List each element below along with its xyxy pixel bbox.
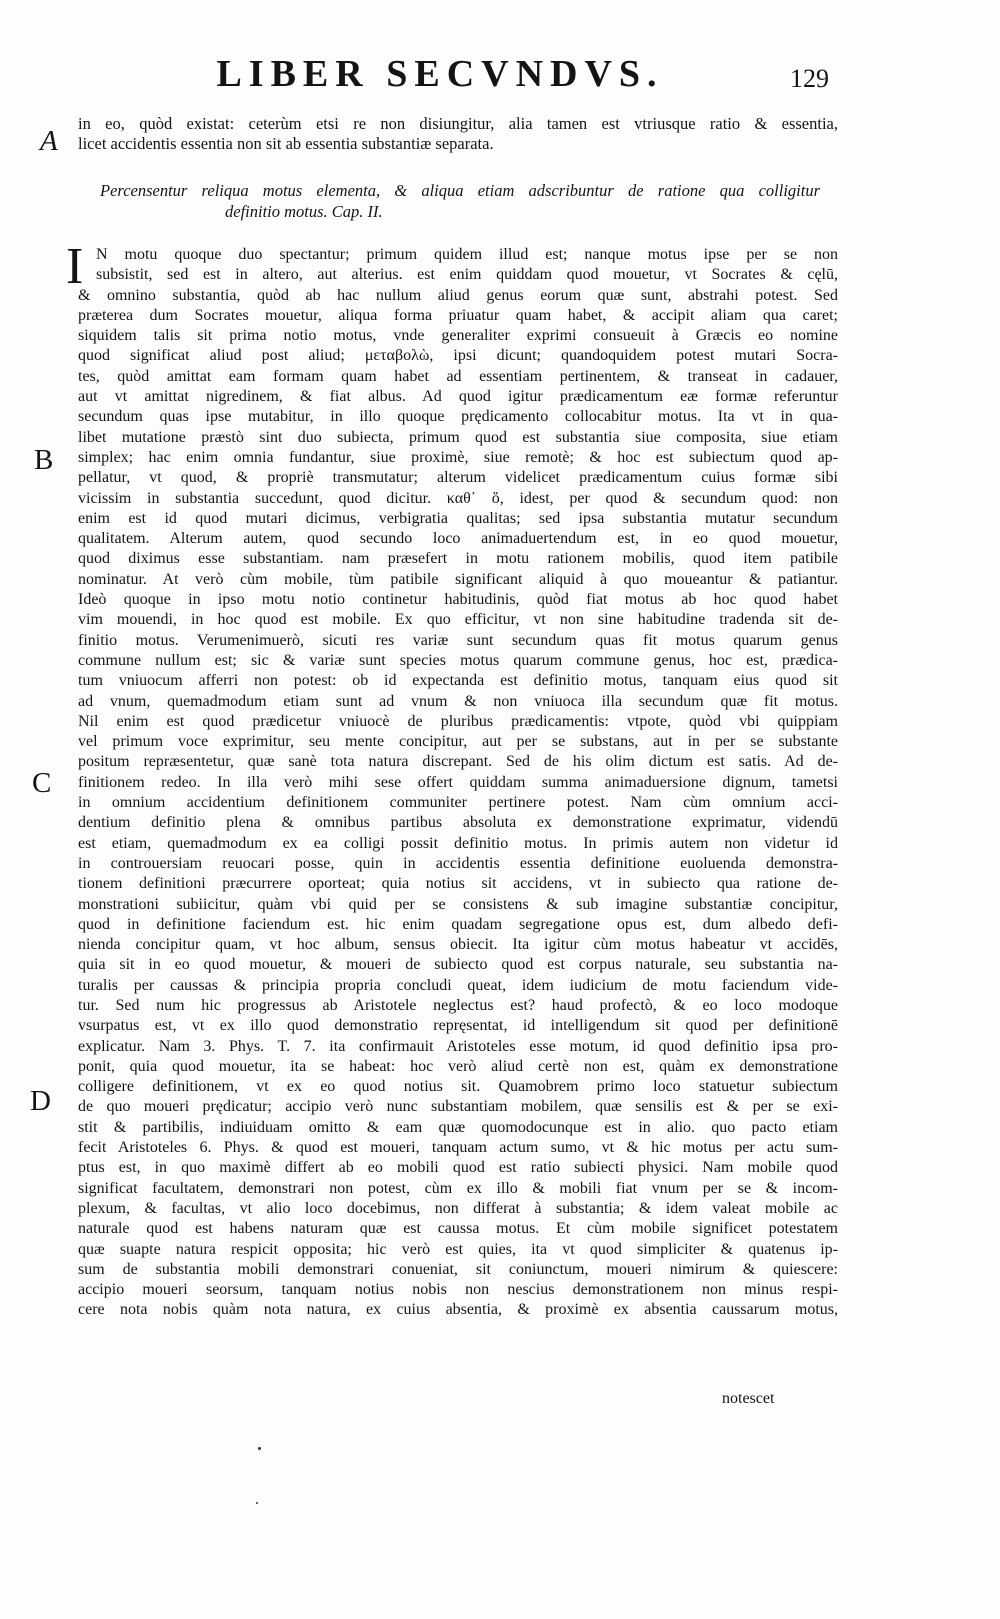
- text-line: colligere definitionem, vt ex eo quod notius sit. Quamobrem primo loco statuetur subiectum: [78, 1078, 838, 1096]
- text-line: turalis per caussas & principia propria concludi queat, idem iudicium de motu faciendum vide-: [78, 976, 838, 994]
- text-line: significat facultatem, demonstrari non potest, cùm ex illo & mobili fiat vnum per se & incom-: [78, 1179, 838, 1197]
- text-line: licet accidentis essentia non sit ab essentia substantiæ separata.: [78, 134, 494, 153]
- text-line: tur. Sed num hic progressus ab Aristotele neglectus est? haud profectò, & eo loco modoque: [78, 996, 838, 1014]
- text-line: secundum quas ipse mutabitur, in illo quoque prędicamento collocabitur motus. Ita vt in qua-: [78, 408, 838, 426]
- text-line: ponit, quia quod mouetur, ita se habeat: hoc verò aliud certè non est, quàm ex demonstratione: [78, 1057, 838, 1075]
- margin-letter-a: A: [40, 125, 58, 157]
- text-line: accipio moueri seorsum, tanquam notius nobis non nescius demonstrationem non minus respi-: [78, 1281, 838, 1299]
- text-line: quod diximus esse substantiam. nam præsefert in motu rationem mobilis, quod item patibile: [78, 550, 838, 568]
- text-line: explicatur. Nam 3. Phys. T. 7. ita confirmauit Aristoteles esse motum, id quod definitio ipsa pro-: [78, 1037, 838, 1055]
- text-line: in controuersiam reuocari posse, quin in accidentis essentia definitione euoluenda demonstra-: [78, 854, 838, 872]
- ink-speck: [258, 1447, 261, 1450]
- text-line: simplex; hac enim omnia fundantur, siue proximè, siue remotè; & hoc est subiectum quod ap-: [78, 448, 838, 466]
- catchword: notescet: [722, 1390, 775, 1407]
- text-line: fecit Aristoteles 6. Phys. & quod est moueri, tanquam actum sumo, vt & hic motus per actu sum-: [78, 1139, 838, 1157]
- main-text: [78, 245, 838, 1321]
- text-line: naturale quod est habens naturam quæ est caussa motus. Et cùm mobile significet potestatem: [78, 1220, 838, 1238]
- text-line: finitio motus. Verumenimuerò, sicuti res variæ sunt secundum quas fit motus quarum genus: [78, 631, 838, 649]
- text-line: ptus est, in quo maximè differt ab eo mobili quod est ratio subiecti physici. Nam mobile quod: [78, 1159, 838, 1177]
- text-line: vim mouendi, in hoc quod est mobile. Ex quo efficitur, vt non sine habitudine tradenda sit de-: [78, 611, 838, 629]
- initial-letter: I: [66, 238, 84, 295]
- margin-letter-c: C: [32, 767, 52, 799]
- text-line: Nil enim est quod prædicetur vniuocè de pluribus prædicamentis: vtpote, quòd vbi quippiam: [78, 712, 838, 730]
- text-line: est etiam, quemadmodum ex ea colligi possit definitio motus. In primis autem non videtur id: [78, 834, 838, 852]
- text-line: tum vniuocum afferri non potest: ob id expectanda est definitio motus, tanquam eius quod sit: [78, 672, 838, 690]
- text-line: quia sit in eo quod mouetur, & moueri de subiecto quod est corpus naturale, seu substantia na-: [78, 956, 838, 974]
- chapter-heading: [100, 180, 820, 222]
- margin-letter-b: B: [34, 444, 54, 476]
- text-line: nominatur. At verò cùm mobile, tùm patibile significant aliquid à quo moueantur & patiantur.: [78, 570, 838, 588]
- text-line: ad vnum, quemadmodum etiam sunt ad vnum & non vniuoca illa secundum quæ fit motus.: [78, 692, 838, 710]
- text-line: nienda concipitur quam, vt hoc album, sensus obiecit. Ita igitur cùm motus habeatur vt accidēs,: [78, 936, 838, 954]
- text-line: qualitatem. Alterum autem, quod secundo loco animaduertendum est, in eo quod mouetur,: [78, 530, 838, 548]
- text-line: Ideò quoque in ipso motu notio continetur habitudinis, quòd fiat motus ab hoc quod habet: [78, 591, 838, 609]
- text-line: vel primum voce exprimitur, seu mente concipitur, aut per se substans, aut in per se substante: [78, 733, 838, 751]
- text-line: plexum, & facultas, vt alio loco docebimus, non differat à substantia; & idem valeat mobile ac: [78, 1199, 838, 1217]
- text-line: quæ suapte natura respicit opposita; hic verò est quies, ita vt quod simpliciter & quatenus ip-: [78, 1240, 838, 1258]
- text-line: positum repræsentetur, quæ sanè tota natura discrepant. Sed de his olim dictum est satis. Ad de-: [78, 753, 838, 771]
- text-line: vicissim in substantia succedunt, quod dicitur. καθ᾽ ὅ, idest, per quod & secundum quod: non: [78, 489, 838, 507]
- text-line: quod significat aliud post aliud; μεταβολὼ, ipsi dicunt; quandoquidem potest mutari Socra-: [78, 347, 838, 365]
- text-line: tionem definitioni præcurrere oporteat; quia notius sit accidens, vt in subiecto qua ratione de-: [78, 875, 838, 893]
- chapter-heading-line: Percensentur reliqua motus elementa, & aliqua etiam adscribuntur de ratione qua colligitur: [100, 181, 820, 200]
- text-line: commune nullum est; sic & variæ sunt species motus quarum commune genus, hoc est, prædica-: [78, 651, 838, 669]
- text-line: cere nota nobis quàm nota natura, ex cuius absentia, & proximè ex absentia caussarum motus,: [78, 1301, 838, 1319]
- text-line: de quo moueri prędicatur; accipio verò nunc substantiam mobilem, quæ sensilis est & per se exi-: [78, 1098, 838, 1116]
- text-line: siquidem talis sit prima notio motus, vnde generaliter exprimi consueuit à Græcis eo nomine: [78, 327, 838, 345]
- text-line: vsurpatus est, vt ex illo quod demonstratio repręsentat, id intelligendum sit quod per definitionē: [78, 1017, 838, 1035]
- text-line: N motu quoque duo spectantur; primum quidem illud est; nanque motus ipse per se non: [96, 246, 838, 263]
- text-line: quod in definitione faciendum est. hic enim quadam segregatione opus est, dum albedo defi-: [78, 915, 838, 933]
- running-title: LIBER SECVNDVS.: [216, 53, 664, 95]
- intro-paragraph: [78, 114, 838, 154]
- text-line: in omnium accidentium definitionem communiter pertinere potest. Nam cùm omnium acci-: [78, 794, 838, 812]
- text-line: sum de substantia mobili demonstrari conueniat, sit coniunctum, moueri nimirum & quiescere:: [78, 1260, 838, 1278]
- text-line: aut vt amittat nigredinem, & fiat albus. Ad quod igitur prædicamentum eæ formæ referuntur: [78, 388, 838, 406]
- text-line: libet mutatione præstò sint duo subiecta, primum quod est substantia siue composita, siue etiam: [78, 428, 838, 446]
- text-line: in eo, quòd existat: ceterùm etsi re non disiungitur, alia tamen est vtriusque ratio & essentia,: [78, 114, 838, 133]
- text-line: finitionem redeo. In illa verò mihi sese offert quiddam summa animaduersione dignum, tametsi: [78, 773, 838, 791]
- text-line: monstrationi subiicitur, quàm vbi quid per se consistens & sub imagine substantiæ concipitur,: [78, 895, 838, 913]
- text-line: præterea dum Socrates mouetur, aliqua forma priuatur quam habet, & accipit aliam qua caret;: [78, 306, 838, 324]
- text-line: tes, quòd amittat eam formam quam habet ad essentiam pertinentem, & transeat in cadauer,: [78, 367, 838, 385]
- text-line: subsistit, sed est in altero, aut alterius. est enim quiddam quod mouetur, vt Socrates & cęlū,: [96, 266, 838, 284]
- text-line: pellatur, vt quod, & propriè transmutatur; alterum videlicet prædicamentum cuius formæ sibi: [78, 469, 838, 487]
- text-line: & omnino substantia, quòd ab hac nullum aliud genus eorum quæ sunt, abstrahi potest. Sed: [78, 286, 838, 304]
- ink-speck: [256, 1502, 258, 1504]
- page-number: 129: [790, 64, 829, 93]
- chapter-heading-line: definitio motus. Cap. II.: [225, 202, 383, 221]
- text-line: enim est id quod mutari dicimus, verbigratia qualitas; sed ipsa substantia mutatur secundum: [78, 509, 838, 527]
- text-line: dentium definitio plena & omnibus partibus absoluta ex demonstratione exprimatur, videndū: [78, 814, 838, 832]
- margin-letter-d: D: [30, 1085, 51, 1117]
- text-line: stit & partibilis, indiuiduam omitto & eam quæ quomodocunque est in alio. quo pacto etiam: [78, 1118, 838, 1136]
